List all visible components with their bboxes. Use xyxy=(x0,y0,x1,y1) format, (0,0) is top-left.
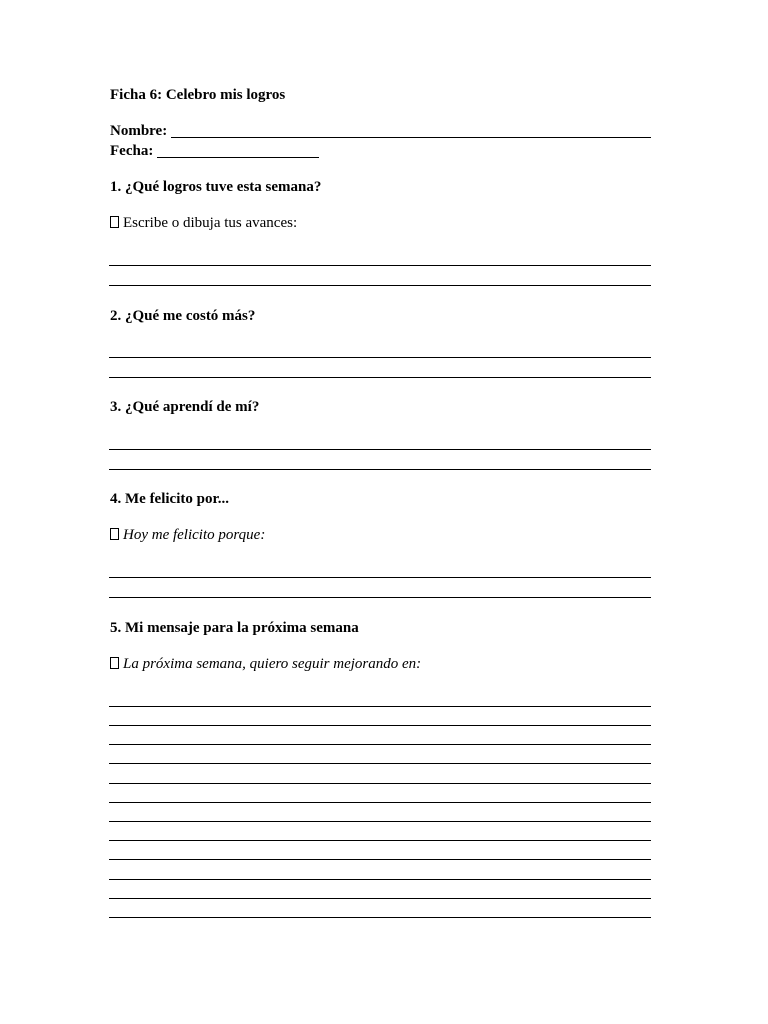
answer-line[interactable] xyxy=(109,917,651,918)
answer-line[interactable] xyxy=(109,706,651,707)
section-5-heading: 5. Mi mensaje para la próxima semana xyxy=(110,620,359,636)
answer-line[interactable] xyxy=(109,377,651,378)
answer-line[interactable] xyxy=(109,265,651,266)
section-5-prompt xyxy=(110,655,421,673)
missing-glyph-icon xyxy=(110,657,119,669)
worksheet-title: Ficha 6: Celebro mis logros xyxy=(110,87,286,103)
answer-line[interactable] xyxy=(109,744,651,745)
name-blank-line[interactable] xyxy=(171,123,651,138)
answer-line[interactable] xyxy=(109,898,651,899)
answer-line[interactable] xyxy=(109,285,651,286)
answer-line[interactable] xyxy=(109,879,651,880)
section-2-heading: 2. ¿Qué me costó más? xyxy=(110,308,256,324)
answer-line[interactable] xyxy=(109,469,651,470)
answer-line[interactable] xyxy=(109,802,651,803)
answer-line[interactable] xyxy=(109,840,651,841)
answer-line[interactable] xyxy=(109,763,651,764)
section-4-prompt-text: Hoy me felicito porque: xyxy=(123,527,266,543)
answer-line[interactable] xyxy=(109,597,651,598)
answer-line[interactable] xyxy=(109,859,651,860)
answer-line[interactable] xyxy=(109,821,651,822)
missing-glyph-icon xyxy=(110,528,119,540)
answer-line[interactable] xyxy=(109,783,651,784)
answer-line[interactable] xyxy=(109,449,651,450)
answer-line[interactable] xyxy=(109,725,651,726)
section-1-prompt-text: Escribe o dibuja tus avances: xyxy=(123,215,298,231)
missing-glyph-icon xyxy=(110,216,119,228)
date-blank-line[interactable] xyxy=(157,143,319,158)
section-4-prompt xyxy=(110,526,265,544)
section-1-heading: 1. ¿Qué logros tuve esta semana? xyxy=(110,179,322,195)
section-5-prompt-text: La próxima semana, quiero seguir mejorando en: xyxy=(123,656,422,672)
section-1-prompt xyxy=(110,214,297,232)
answer-line[interactable] xyxy=(109,357,651,358)
name-label: Nombre: xyxy=(110,123,168,139)
section-4-heading: 4. Me felicito por... xyxy=(110,491,229,507)
date-label: Fecha: xyxy=(110,143,154,159)
section-3-heading: 3. ¿Qué aprendí de mí? xyxy=(110,399,260,415)
answer-line[interactable] xyxy=(109,577,651,578)
date-field[interactable] xyxy=(110,142,319,160)
name-field[interactable] xyxy=(110,122,651,140)
